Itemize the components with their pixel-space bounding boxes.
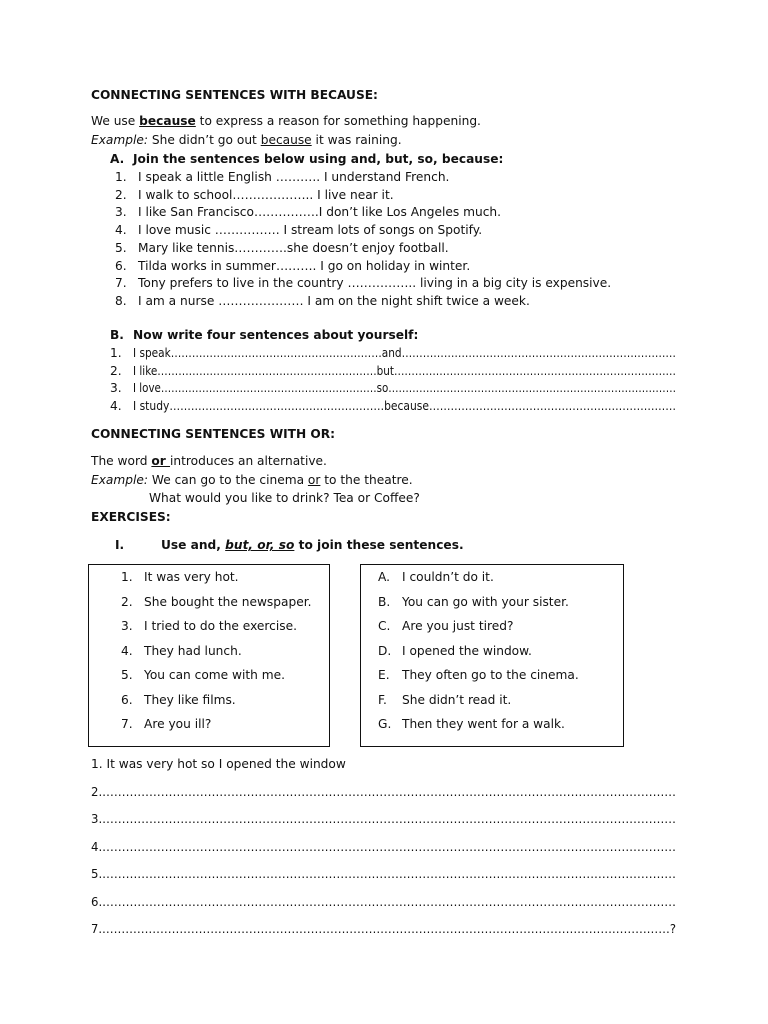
sentence-item: Are you ill? bbox=[144, 717, 212, 731]
example-keyword: because bbox=[260, 133, 312, 147]
intro-keyword: because bbox=[139, 114, 196, 128]
list-item: Tilda works in summer………. I go on holiday in winter. bbox=[138, 258, 471, 273]
because-intro bbox=[91, 115, 481, 127]
intro-keyword: or bbox=[151, 454, 171, 468]
answer-line: 6.………………………………………………………………………………………………………………………………… bbox=[91, 894, 677, 909]
list-item-number: 6. bbox=[115, 258, 127, 273]
list-item-number: 2. bbox=[110, 363, 122, 378]
example-label: Example: bbox=[91, 133, 148, 147]
list-item-number: 4. bbox=[115, 223, 127, 238]
list-item: Tony prefers to live in the country …………….. living in a big city is expensive. bbox=[138, 276, 612, 291]
list-item: I walk to school……………….. I live near it. bbox=[138, 187, 394, 202]
answer-line: 7.…………………………………………………………………………………………………………………………………? bbox=[91, 922, 677, 936]
list-item: I like San Francisco…………….I don’t like Los Angeles much. bbox=[138, 205, 502, 220]
answer-line: 3.………………………………………………………………………………………………………………………………… bbox=[91, 812, 677, 826]
sentence-number: 7. bbox=[121, 717, 133, 731]
sentence-letter: A. bbox=[378, 570, 390, 584]
list-item: I speak a little English ……….. I understand French. bbox=[138, 170, 450, 184]
sentence-number: 5. bbox=[121, 668, 133, 682]
sentence-item: Are you just tired? bbox=[402, 619, 514, 633]
instruction-keywords: but, or, so bbox=[225, 538, 295, 552]
sentence-letter: D. bbox=[378, 643, 392, 658]
sentence-letter: E. bbox=[378, 668, 390, 682]
example-text: to the theatre. bbox=[320, 473, 413, 487]
sentence-item: They had lunch. bbox=[144, 643, 242, 658]
instruction-text: Use and, bbox=[161, 538, 226, 552]
list-item-number: 3. bbox=[115, 205, 127, 220]
answer-line: 4.………………………………………………………………………………………………………………………………… bbox=[91, 839, 677, 854]
sentence-item: I tried to do the exercise. bbox=[144, 619, 297, 633]
or-heading: CONNECTING SENTENCES WITH OR: bbox=[91, 427, 336, 441]
list-item-number: 5. bbox=[115, 240, 127, 255]
list-item: I am a nurse ………………… I am on the night shift twice a week. bbox=[138, 293, 530, 308]
because-heading: CONNECTING SENTENCES WITH BECAUSE: bbox=[91, 88, 378, 102]
part-b-title: Now write four sentences about yourself: bbox=[133, 328, 419, 342]
exercise-instruction bbox=[161, 539, 464, 551]
list-item-number: 3. bbox=[110, 381, 122, 396]
list-item-number: 8. bbox=[115, 293, 127, 308]
example-keyword: or bbox=[307, 473, 321, 487]
sentence-item: You can come with me. bbox=[144, 668, 286, 682]
list-item-number: 1. bbox=[110, 346, 122, 360]
or-example-2: What would you like to drink? Tea or Coffee? bbox=[149, 491, 420, 505]
writing-prompt-line: I study……………………………………………………because…………………………………………………………… bbox=[133, 399, 676, 414]
sentence-number: 4. bbox=[121, 643, 133, 658]
intro-text: We use bbox=[91, 114, 140, 128]
sentence-number: 2. bbox=[121, 594, 133, 609]
sentence-letter: G. bbox=[378, 717, 392, 731]
intro-text: to express a reason for something happening. bbox=[195, 114, 481, 128]
intro-text: introduces an alternative. bbox=[170, 454, 327, 468]
list-item-number: 1. bbox=[115, 170, 127, 184]
example-text: it was raining. bbox=[311, 133, 402, 147]
answer-line: 5.………………………………………………………………………………………………………………………………… bbox=[91, 867, 677, 881]
list-item-number: 4. bbox=[110, 399, 122, 414]
example-text: We can go to the cinema bbox=[147, 473, 308, 487]
list-item: I love music ……………. I stream lots of songs on Spotify. bbox=[138, 223, 483, 238]
sentence-item: I opened the window. bbox=[402, 643, 532, 658]
sentence-letter: F. bbox=[378, 692, 387, 707]
writing-prompt-line: I like………………………………………………………but……………………………………………………………………… bbox=[133, 363, 677, 378]
writing-prompt-line: I speak……………………………………………………and…………………………………………………………………… bbox=[133, 346, 676, 360]
answer-line: 1. It was very hot so I opened the window bbox=[91, 757, 346, 771]
sentence-item: She didn’t read it. bbox=[402, 692, 512, 707]
example-text: She didn’t go out bbox=[147, 133, 261, 147]
sentence-number: 6. bbox=[121, 692, 133, 707]
instruction-text: to join these sentences. bbox=[294, 538, 464, 552]
part-b-marker: B. bbox=[110, 328, 124, 342]
example-label: Example: bbox=[91, 473, 148, 487]
part-a-marker: A. bbox=[110, 152, 125, 166]
list-item-number: 2. bbox=[115, 187, 127, 202]
writing-prompt-line: I love………………………………………………………so………………………………………………………………………… bbox=[133, 381, 676, 396]
list-item-number: 7. bbox=[115, 276, 127, 291]
exercises-heading: EXERCISES: bbox=[91, 510, 171, 524]
sentence-item: They like films. bbox=[144, 692, 236, 707]
exercise-part-marker: I. bbox=[115, 538, 125, 552]
or-intro bbox=[91, 455, 327, 467]
part-a-title: Join the sentences below using and, but, so, because: bbox=[133, 152, 504, 166]
sentence-number: 1. bbox=[121, 570, 133, 584]
intro-text: The word bbox=[91, 454, 152, 468]
or-example bbox=[91, 474, 413, 486]
answer-line: 2.………………………………………………………………………………………………………………………………… bbox=[91, 784, 677, 799]
sentence-letter: B. bbox=[378, 594, 391, 609]
sentence-item: It was very hot. bbox=[144, 570, 239, 584]
sentence-number: 3. bbox=[121, 619, 133, 633]
sentence-item: Then they went for a walk. bbox=[402, 717, 565, 731]
sentence-item: She bought the newspaper. bbox=[144, 594, 312, 609]
sentence-item: You can go with your sister. bbox=[402, 594, 569, 609]
sentence-item: They often go to the cinema. bbox=[402, 668, 579, 682]
sentence-letter: C. bbox=[378, 619, 391, 633]
because-example bbox=[91, 134, 402, 146]
sentence-item: I couldn’t do it. bbox=[402, 570, 494, 584]
list-item: Mary like tennis………….she doesn’t enjoy football. bbox=[138, 240, 449, 255]
